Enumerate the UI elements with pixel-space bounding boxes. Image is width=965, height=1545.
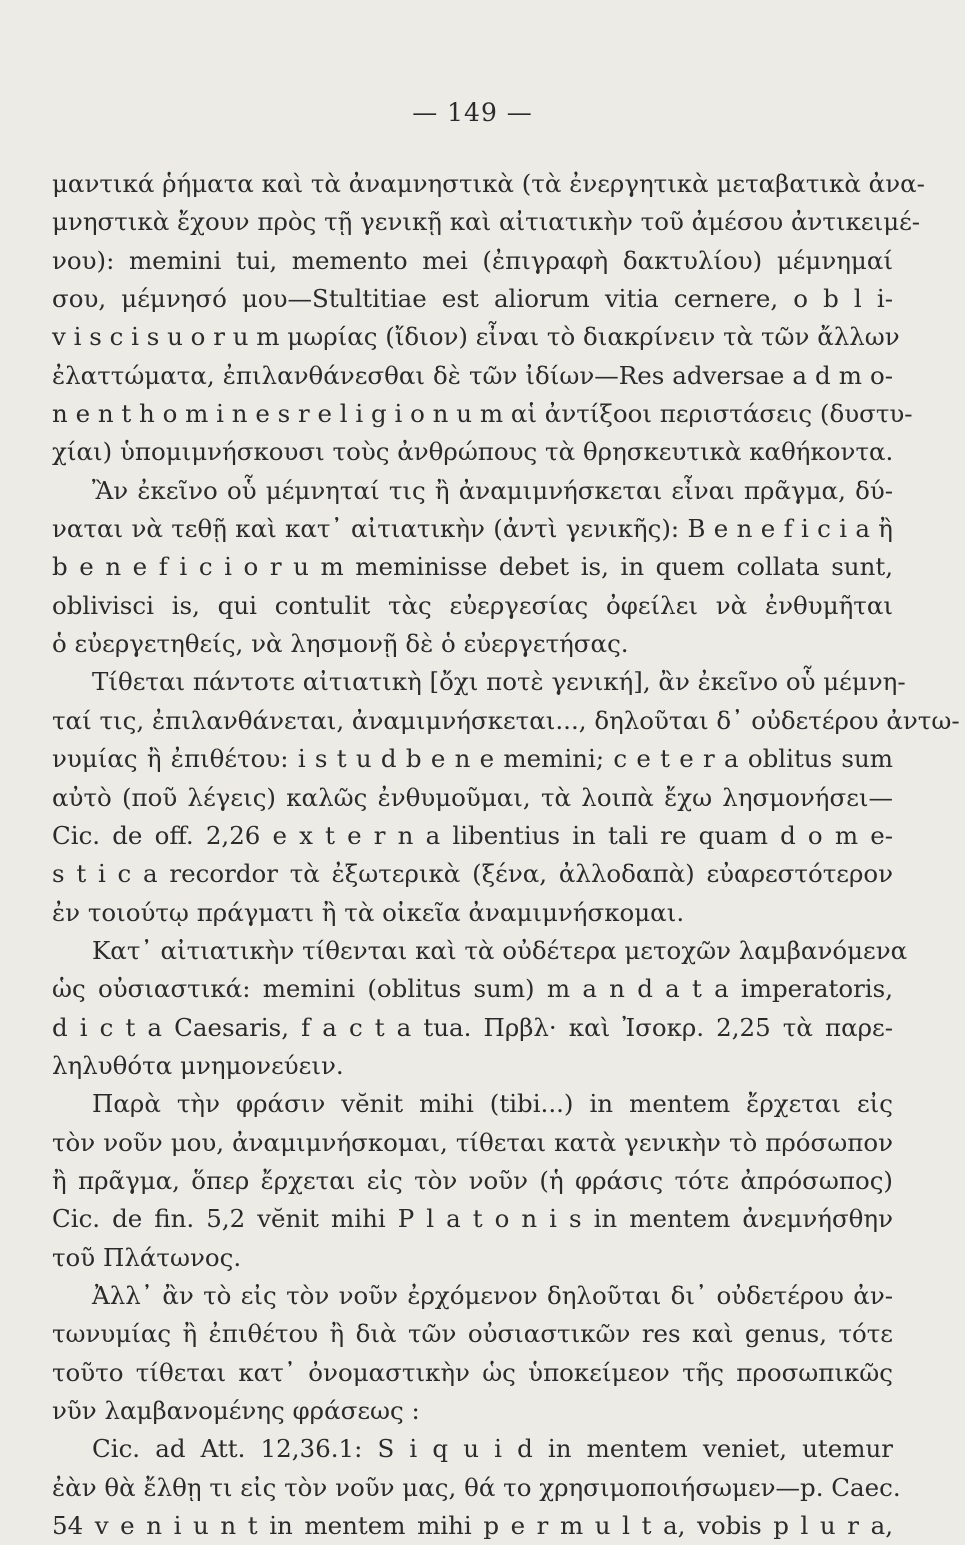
text-line: d i c t a Caesaris, f a c t a tua. Πρβλ· καὶ Ἰσοκρ. 2,25 τὰ παρε-	[52, 1012, 893, 1042]
text-line: ληλυθότα μνημονεύειν.	[52, 1050, 344, 1080]
text-line: σου, μέμνησό μου—Stultitiae est aliorum vitia cernere, o b l i-	[52, 284, 893, 314]
page-number: — 149 —	[412, 98, 533, 127]
text-line: ἐν τοιούτῳ πράγματι ἢ τὰ οἰκεῖα ἀναμιμνήσκομαι.	[52, 897, 685, 927]
text-line: χίαι) ὑπομιμνήσκουσι τοὺς ἀνθρώπους τὰ θρησκευτικὰ καθήκοντα.	[52, 437, 894, 467]
text-line: νῦν λαμβανομένης φράσεως :	[52, 1396, 420, 1425]
text-line: αὐτὸ (ποῦ λέγεις) καλῶς ἐνθυμοῦμαι, τὰ λοιπὰ ἔχω λησμονήσει—	[52, 782, 893, 812]
text-line: ἐὰν θὰ ἔλθῃ τι εἰς τὸν νοῦν μας, θά το χρησιμοποιήσωμεν—p. Caec.	[52, 1472, 901, 1502]
text-line: Κατ᾿ αἰτιατικὴν τίθενται καὶ τὰ οὐδέτερα μετοχῶν λαμβανόμενα	[92, 935, 908, 965]
text-line: ναται νὰ τεθῇ καὶ κατ᾿ αἰτιατικὴν (ἀντὶ γενικῆς): B e n e f i c i a ἢ	[52, 514, 893, 544]
text-line: Cic. de fin. 5,2 vĕnit mihi P l a t o n i s in mentem ἀνεμνήσθην	[52, 1204, 893, 1234]
text-line: ὁ εὐεργετηθείς, νὰ λησμονῇ δὲ ὁ εὐεργετήσας.	[52, 629, 629, 659]
text-line: n e n t h o m i n e s r e l i g i o n u m αἱ ἀντίξοοι περιστάσεις (δυστυ-	[52, 399, 913, 429]
text-line: 54 v e n i u n t in mentem mihi p e r m u l t a, vobis p l u r a,	[52, 1511, 893, 1541]
text-line: b e n e f i c i o r u m meminisse debet is, in quem collata sunt,	[52, 552, 893, 582]
text-line: Παρὰ τὴν φράσιν vĕnit mihi (tibi...) in mentem ἔρχεται εἰς	[92, 1089, 893, 1119]
text-line: Cic. ad Att. 12,36.1: S i q u i d in mentem veniet, utemur	[92, 1434, 893, 1464]
text-line: τοῦ Πλάτωνος.	[52, 1242, 242, 1272]
text-line: Ἀλλ᾿ ἂν τὸ εἰς τὸν νοῦν ἐρχόμενον δηλοῦται δι᾿ οὐδετέρου ἀν-	[92, 1280, 893, 1310]
text-line: ἐλαττώματα, ἐπιλανθάνεσθαι δὲ τῶν ἰδίων—Res adversae a d m o-	[52, 360, 893, 390]
text-line: oblivisci is, qui contulit τὰς εὐεργεσίας ὀφείλει νὰ ἐνθυμῆται	[52, 590, 893, 620]
text-line: μαντικά ῥήματα καὶ τὰ ἀναμνηστικὰ (τὰ ἐνεργητικὰ μεταβατικὰ ἀνα-	[52, 169, 925, 198]
text-line: τὸν νοῦν μου, ἀναμιμνήσκομαι, τίθεται κατὰ γενικὴν τὸ πρόσωπον	[52, 1127, 893, 1157]
text-line: s t i c a recordor τὰ ἐξωτερικὰ (ξένα, ἀλλοδαπὰ) εὐαρεστότερον	[52, 859, 893, 889]
text-line: Ἂν ἐκεῖνο οὗ μέμνηταί τις ἢ ἀναμιμνήσκεται εἶναι πρᾶγμα, δύ-	[92, 475, 893, 505]
text-line: τοῦτο τίθεται κατ᾿ ὀνομαστικὴν ὡς ὑποκείμεον τῆς προσωπικῶς	[52, 1357, 893, 1387]
text-line: ταί τις, ἐπιλανθάνεται, ἀναμιμνήσκεται..., δηλοῦται δ᾿ οὐδετέρου ἀντω-	[52, 705, 960, 735]
text-line: v i s c i s u o r u m μωρίας (ἴδιον) εἶναι τὸ διακρίνειν τὰ τῶν ἄλλων	[52, 322, 900, 352]
text-line: νου): memini tui, memento mei (ἐπιγραφὴ δακτυλίου) μέμνημαί	[52, 245, 893, 275]
body-text	[52, 165, 960, 1545]
text-line: ὡς οὐσιαστικά: memini (oblitus sum) m a n d a t a imperatoris,	[52, 974, 893, 1004]
text-line: ἢ πρᾶγμα, ὅπερ ἔρχεται εἰς τὸν νοῦν (ἡ φράσις τότε ἀπρόσωπος)	[52, 1165, 893, 1195]
text-line: μνηστικὰ ἔχουν πρὸς τῇ γενικῇ καὶ αἰτιατικὴν τοῦ ἀμέσου ἀντικειμέ-	[52, 207, 921, 237]
text-line: νυμίας ἢ ἐπιθέτου: i s t u d b e n e memini; c e t e r a oblitus sum	[52, 744, 893, 774]
text-line: Cic. de off. 2,26 e x t e r n a libentius in tali re quam d o m e-	[52, 820, 893, 850]
text-line: τωνυμίας ἢ ἐπιθέτου ἢ διὰ τῶν οὐσιαστικῶν res καὶ genus, τότε	[52, 1319, 893, 1349]
text-line: Τίθεται πάντοτε αἰτιατικὴ [ὄχι ποτὲ γενική], ἂν ἐκεῖνο οὗ μέμνη-	[92, 667, 906, 697]
